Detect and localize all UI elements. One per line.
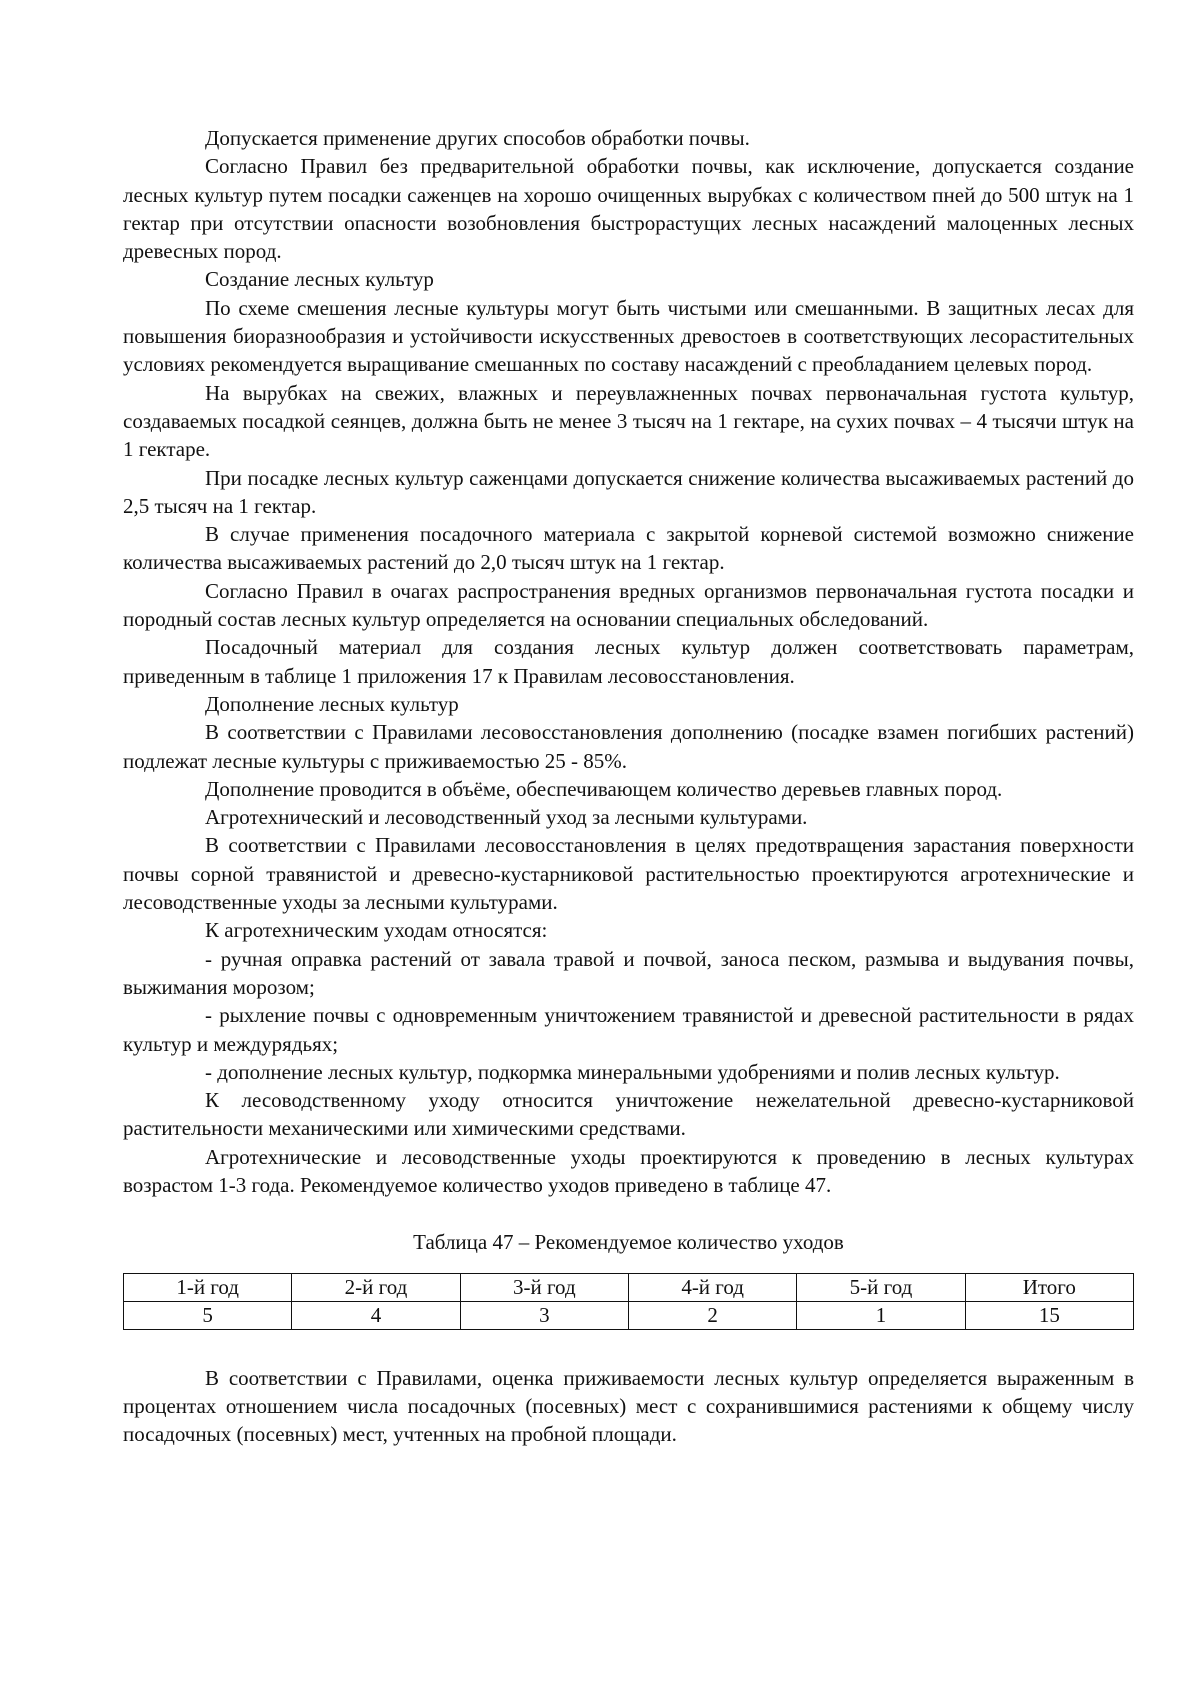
section-heading: Создание лесных культур	[205, 267, 434, 292]
paragraph: В соответствии с Правилами, оценка приживаемости лесных культур определяется выраженным в процентах отношением числа посадочных (посевных) мест с сохранившимися растениями к общему числу посадочных (посевных) мест, учтенных на пробной площади.	[123, 1365, 1134, 1447]
table-row	[124, 1301, 1134, 1329]
paragraph: В соответствии с Правилами лесовосстановления дополнению (посадке взамен погибших растений) подлежат лесные культуры с приживаемостью 25 - 85%.	[123, 720, 1134, 773]
table-header-cell: 3-й год	[460, 1273, 628, 1301]
paragraph: К агротехническим уходам относятся:	[205, 918, 548, 943]
table-header-cell: 2-й год	[292, 1273, 460, 1301]
table-caption: Таблица 47 – Рекомендуемое количество уходов	[413, 1230, 844, 1255]
paragraph: В случае применения посадочного материала с закрытой корневой системой возможно снижение количества высаживаемых растений до 2,0 тысяч штук на 1 гектар.	[123, 522, 1134, 575]
paragraph: Агротехнические и лесоводственные уходы проектируются к проведению в лесных культурах возрастом 1-3 года. Рекомендуемое количество уходов приведено в таблице 47.	[123, 1144, 1134, 1197]
table-header-row	[124, 1273, 1134, 1301]
table-header-cell: 1-й год	[124, 1273, 292, 1301]
paragraph: В соответствии с Правилами лесовосстановления в целях предотвращения зарастания поверхности почвы сорной травянистой и древесно-кустарниковой растительностью проектируются агротехнические и лесоводственные уходы за лесными культурами.	[123, 833, 1134, 915]
list-item: - ручная оправка растений от завала травой и почвой, заноса песком, размыва и выдувания почвы, выжимания морозом;	[123, 946, 1134, 999]
text-block-bottom	[123, 1364, 1134, 1449]
section-heading: Агротехнический и лесоводственный уход за лесными культурами.	[205, 805, 808, 830]
table-cell: 15	[965, 1301, 1133, 1329]
paragraph: При посадке лесных культур саженцами допускается снижение количества высаживаемых растений до 2,5 тысяч на 1 гектар.	[123, 465, 1134, 518]
table-header-cell: 4-й год	[628, 1273, 796, 1301]
table-cell: 5	[124, 1301, 292, 1329]
table-cell: 3	[460, 1301, 628, 1329]
paragraph: Согласно Правил в очагах распространения вредных организмов первоначальная густота посадки и породный состав лесных культур определяется на основании специальных обследований.	[123, 578, 1134, 632]
table-cell: 2	[628, 1301, 796, 1329]
table-cell: 4	[292, 1301, 460, 1329]
table-header-cell: 5-й год	[797, 1273, 965, 1301]
table-cell: 1	[797, 1301, 965, 1329]
paragraph: Согласно Правил без предварительной обработки почвы, как исключение, допускается создание лесных культур путем посадки саженцев на хорошо очищенных вырубках с количеством пней до 500 штук на 1 гектар при отсутствии опасности возобновления быстрорастущих лесных насаждений малоценных лесных древесных пород.	[123, 154, 1134, 264]
paragraph: По схеме смешения лесные культуры могут быть чистыми или смешанными. В защитных лесах для повышения биоразнообразия и устойчивости искусственных древостоев в соответствующих лесорастительных условиях рекомендуется выращивание смешанных по составу насаждений с преобладанием целевых пород.	[123, 295, 1134, 377]
paragraph: Посадочный материал для создания лесных культур должен соответствовать параметрам, приведенным в таблице 1 приложения 17 к Правилам лесовосстановления.	[123, 635, 1134, 688]
list-item: - дополнение лесных культур, подкормка минеральными удобрениями и полив лесных культур.	[205, 1059, 1060, 1084]
paragraph: Дополнение проводится в объёме, обеспечивающем количество деревьев главных пород.	[205, 776, 1003, 801]
care-count-table	[123, 1273, 1134, 1330]
paragraph: К лесоводственному уходу относится уничтожение нежелательной древесно-кустарниковой растительности механическими или химическими средствами.	[123, 1088, 1134, 1141]
table-header-cell: Итого	[965, 1273, 1133, 1301]
paragraph: Допускается применение других способов обработки почвы.	[205, 126, 750, 150]
list-item: - рыхление почвы с одновременным уничтожением травянистой и древесной растительности в рядах культур и междурядьях;	[123, 1003, 1134, 1056]
section-heading: Дополнение лесных культур	[205, 691, 459, 716]
text-block-top	[123, 124, 1134, 1199]
paragraph: На вырубках на свежих, влажных и переувлажненных почвах первоначальная густота культур, создаваемых посадкой сеянцев, должна быть не менее 3 тысяч на 1 гектаре, на сухих почвах – 4 тысячи штук на 1 гектаре.	[123, 380, 1134, 462]
